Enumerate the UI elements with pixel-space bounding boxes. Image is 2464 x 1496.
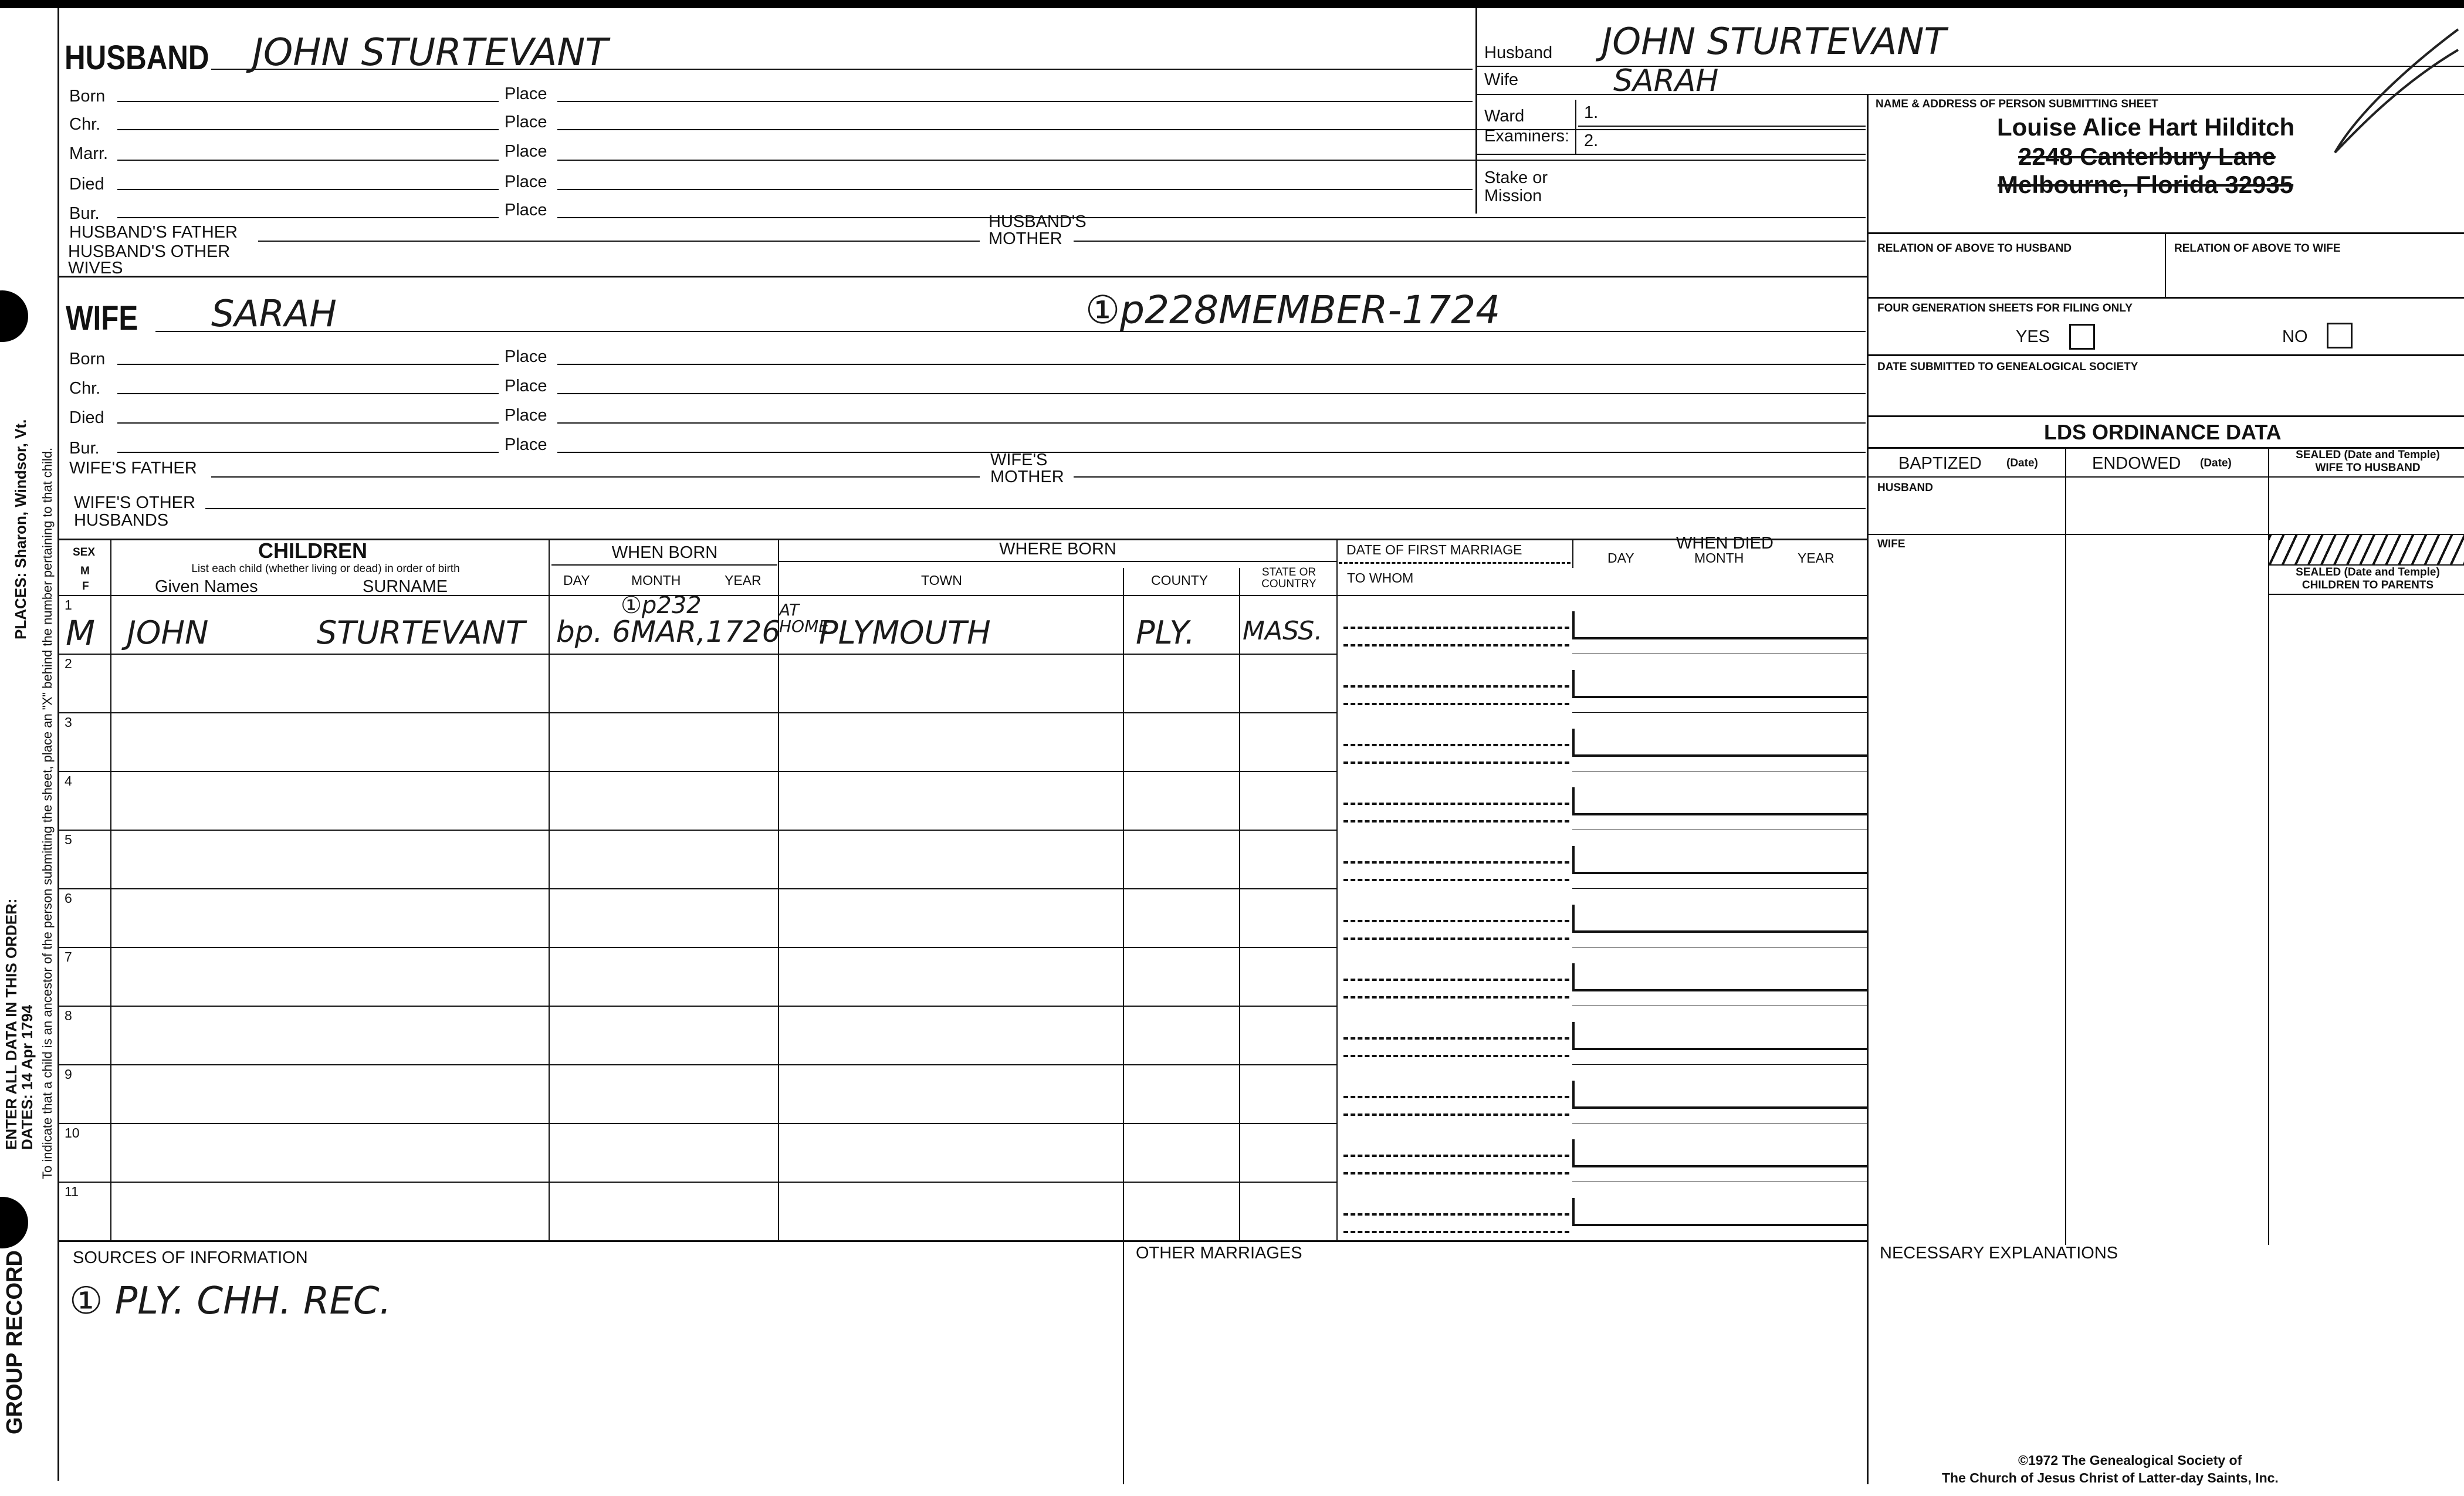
endowed-label: ENDOWED [2092, 454, 2181, 473]
examiner-1-line [1578, 126, 1866, 127]
child-1-surname: STURTEVANT [317, 614, 526, 651]
husband-died-line [117, 189, 499, 190]
child-death-field[interactable] [1572, 611, 1868, 639]
child-marriage-whom-line [1343, 1113, 1569, 1116]
child-1-born-note: ①p232 [621, 592, 702, 619]
wifes-mother-label: WIFE'S MOTHER [990, 451, 1064, 486]
husbands-mother-label: HUSBAND'S MOTHER [989, 212, 1087, 248]
lds-col-divider-1 [2065, 447, 2066, 1245]
when-died-label: WHEN DIED [1676, 534, 1773, 553]
child-row-divider [57, 888, 1338, 889]
child-marriage-date-line [1343, 1155, 1569, 1157]
yes-checkbox[interactable] [2069, 324, 2095, 350]
child-row-divider-right [1572, 1064, 1867, 1065]
child-marriage-date-line [1343, 1096, 1569, 1098]
no-label: NO [2282, 327, 2308, 346]
header-husband-label: Husband [1484, 43, 1553, 62]
divider-header-right [1475, 8, 1477, 214]
husband-died-place-line [557, 189, 1473, 190]
header-wife-line [1475, 94, 2464, 95]
child-marriage-whom-line [1343, 937, 1569, 940]
child-row-divider [57, 947, 1338, 948]
no-checkbox[interactable] [2327, 323, 2353, 348]
child-row-number: 11 [65, 1184, 79, 1199]
husband-born-place-label: Place [505, 84, 547, 103]
husband-bur-line [117, 217, 499, 218]
other-marriages-divider [1123, 1240, 1124, 1484]
died-header-divider [1572, 539, 1573, 568]
submitter-label: NAME & ADDRESS OF PERSON SUBMITTING SHEET [1876, 98, 2158, 110]
other-marriages-label: OTHER MARRIAGES [1136, 1244, 1302, 1263]
lds-row-wife: WIFE [1877, 538, 1905, 550]
wife-bur-place-label: Place [505, 435, 547, 454]
child-1-at-home: AT HOME [779, 600, 829, 636]
col-sex-right [110, 539, 111, 1240]
died-day-label: DAY [1607, 550, 1634, 566]
child-1-born: bp. 6MAR,1726 [556, 615, 781, 649]
child-death-field[interactable] [1572, 963, 1868, 991]
child-death-field[interactable] [1572, 1139, 1868, 1167]
wifes-mother-line [1074, 476, 1866, 478]
submitter-city: Melbourne, Florida 32935 [1998, 171, 2294, 198]
header-wife-value: SARAH [1613, 63, 1719, 99]
sealed-children-label-1: SEALED (Date and Temple) [2296, 566, 2440, 578]
child-marriage-whom-line [1343, 820, 1569, 823]
husband-born-place-line [557, 101, 1473, 102]
child-row-divider [57, 1064, 1338, 1065]
child-row-number: 3 [65, 715, 72, 730]
wife-name-value: SARAH [211, 292, 337, 335]
born-month-label: MONTH [631, 573, 681, 588]
child-death-field[interactable] [1572, 1198, 1868, 1226]
examiners-divider [1575, 100, 1576, 154]
child-row-divider [57, 712, 1338, 713]
wife-note: ①p228MEMBER-1724 [1085, 287, 1501, 333]
punch-hole-bottom [0, 1197, 28, 1248]
wife-chr-place-line [557, 393, 1866, 394]
child-row-divider [57, 654, 1338, 655]
col-county-right [1239, 568, 1240, 1240]
ancestor-instruction: To indicate that a child is an ancestor of the person submitting the sheet, place an "X" behind the number pertaining to that child. [40, 447, 55, 1179]
copyright-line-2: The Church of Jesus Christ of Latter-day Saints, Inc. [1942, 1470, 2279, 1485]
dates-label: DATES: 14 Apr 1794 [18, 1004, 36, 1150]
husband-born-line [117, 101, 499, 102]
child-row-number: 7 [65, 949, 72, 964]
child-row-divider [57, 1123, 1338, 1124]
state-label-1: STATE OR [1261, 566, 1316, 578]
child-death-field[interactable] [1572, 729, 1868, 757]
wife-bur-line [117, 452, 499, 453]
yes-label: YES [2016, 327, 2050, 346]
when-born-underline [551, 564, 777, 566]
wifes-other-husbands-line [205, 508, 1866, 509]
child-row-divider [57, 771, 1338, 772]
husband-marr-label: Marr. [69, 144, 109, 163]
child-marriage-date-line [1343, 1213, 1569, 1216]
child-marriage-whom-line [1343, 1172, 1569, 1175]
children-title: CHILDREN [258, 539, 367, 563]
when-born-label: WHEN BORN [611, 543, 718, 562]
child-marriage-whom-line [1343, 761, 1569, 764]
child-row-number: 10 [65, 1125, 80, 1140]
husbands-mother-line [1074, 241, 1866, 242]
sources-value: ① PLY. CHH. REC. [69, 1280, 391, 1323]
lds-row-husband: HUSBAND [1877, 482, 1933, 494]
child-row-number: 8 [65, 1008, 72, 1023]
four-gen-label: FOUR GENERATION SHEETS FOR FILING ONLY [1877, 302, 2133, 314]
child-row-number: 9 [65, 1067, 72, 1082]
child-death-field[interactable] [1572, 670, 1868, 698]
wife-bur-label: Bur. [69, 439, 100, 458]
husband-name-value: JOHN STURTEVANT [252, 31, 608, 75]
wife-born-label: Born [69, 350, 106, 368]
child-marriage-date-line [1343, 803, 1569, 805]
punch-hole-top [0, 290, 28, 342]
wifes-father-label: WIFE'S FATHER [69, 459, 197, 478]
child-death-field[interactable] [1572, 1022, 1868, 1050]
husband-marr-line [117, 160, 499, 161]
wife-died-line [117, 422, 499, 424]
necessary-explanations-label: NECESSARY EXPLANATIONS [1880, 1244, 2118, 1263]
wife-bur-place-line [557, 452, 1866, 453]
husbands-father-line [258, 241, 980, 242]
hatched-box [2269, 535, 2464, 564]
places-label: PLACES: Sharon, Windsor, Vt. [12, 419, 29, 639]
husband-bur-place-label: Place [505, 201, 547, 219]
child-marriage-whom-line [1343, 879, 1569, 881]
header-wife-label: Wife [1484, 70, 1518, 89]
date-submitted-label: DATE SUBMITTED TO GENEALOGICAL SOCIETY [1877, 361, 2138, 373]
child-marriage-whom-line [1343, 644, 1569, 647]
child-marriage-date-line [1343, 979, 1569, 981]
lds-header-bottom [1867, 476, 2464, 478]
child-row-number: 1 [65, 597, 72, 612]
sealed-children-label-2: CHILDREN TO PARENTS [2301, 579, 2434, 591]
children-header-bottom [57, 595, 1867, 596]
examiner-2-line [1475, 154, 1866, 155]
col-state-right [1336, 539, 1338, 1240]
child-marriage-whom-line [1343, 703, 1569, 705]
county-label: COUNTY [1151, 573, 1209, 588]
husbands-other-wives-label: HUSBAND'S OTHER WIVES [68, 242, 231, 277]
wife-born-place-label: Place [505, 347, 547, 366]
born-year-label: YEAR [725, 573, 761, 588]
examiner-1: 1. [1584, 103, 1599, 122]
children-table-bottom [57, 1240, 1867, 1242]
wife-chr-place-label: Place [505, 377, 547, 395]
wifes-other-husbands-label: WIFE'S OTHER HUSBANDS [74, 493, 195, 530]
child-marriage-whom-line [1343, 1055, 1569, 1057]
wife-heading: WIFE [66, 299, 138, 337]
where-born-underline [779, 561, 1336, 562]
relation-wife-label: RELATION OF ABOVE TO WIFE [2174, 242, 2341, 255]
child-1-town: PLYMOUTH [819, 614, 991, 651]
child-death-field[interactable] [1572, 787, 1868, 815]
child-marriage-date-line [1343, 685, 1569, 688]
hatched-box-bottom [2268, 564, 2464, 566]
sealed-children-bottom [2268, 594, 2464, 595]
child-marriage-date-line [1343, 861, 1569, 864]
child-row-divider [57, 1006, 1338, 1007]
group-record-label: GROUP RECORD [2, 1250, 27, 1434]
husband-chr-place-label: Place [505, 113, 547, 131]
husbands-father-label: HUSBAND'S FATHER [69, 223, 238, 242]
husband-heading: HUSBAND [65, 39, 209, 77]
wife-chr-line [117, 393, 499, 394]
top-edge [0, 0, 2464, 8]
frame-left [57, 8, 59, 1481]
header-husband-value: JOHN STURTEVANT [1602, 20, 1947, 63]
husband-bur-place-line [557, 217, 1866, 218]
lds-title: LDS ORDINANCE DATA [2044, 420, 2282, 444]
died-year-label: YEAR [1798, 550, 1835, 566]
child-row-number: 4 [65, 773, 72, 788]
child-1-sex: M [66, 613, 96, 653]
husband-chr-line [117, 129, 499, 130]
examiners-label: Examiners: [1484, 127, 1570, 145]
col-name-right [549, 539, 550, 1240]
wife-born-line [117, 364, 499, 365]
husband-section-bottom [57, 276, 1867, 277]
child-marriage-whom-line [1343, 996, 1569, 999]
husband-died-place-label: Place [505, 172, 547, 191]
date-submitted-bottom [1867, 415, 2464, 417]
sources-label: SOURCES OF INFORMATION [73, 1248, 308, 1267]
child-death-field[interactable] [1572, 846, 1868, 874]
wife-name-line [155, 331, 1866, 332]
col-town-right [1123, 568, 1124, 1240]
endowed-date-tag: (Date) [2200, 457, 2232, 469]
wife-born-place-line [557, 364, 1866, 365]
child-1-given: JOHN [127, 614, 209, 651]
four-gen-bottom [1867, 354, 2464, 356]
born-day-label: DAY [563, 573, 590, 588]
first-marriage-dash [1339, 562, 1571, 564]
child-row-divider-right [1572, 888, 1867, 889]
husband-marr-place-line [557, 160, 1866, 161]
ward-label: Ward [1484, 107, 1525, 126]
relation-husband-label: RELATION OF ABOVE TO HUSBAND [1877, 242, 2072, 255]
children-subtitle: List each child (whether living or dead) in order of birth [191, 563, 460, 575]
sex-f-label: F [82, 580, 89, 593]
husband-born-label: Born [69, 87, 106, 106]
child-row-number: 5 [65, 832, 72, 847]
sex-label: SEX [73, 546, 96, 559]
wife-died-place-line [557, 422, 1866, 424]
enter-all-data-label: ENTER ALL DATA IN THIS ORDER: [2, 898, 20, 1150]
husband-bur-label: Bur. [69, 204, 100, 223]
wife-died-label: Died [69, 408, 104, 427]
child-marriage-date-line [1343, 1037, 1569, 1040]
child-row-divider [57, 830, 1338, 831]
sealed-wife-label-1: SEALED (Date and Temple) [2296, 449, 2440, 461]
state-label-2: COUNTRY [1261, 578, 1316, 590]
given-names-label: Given Names [155, 577, 258, 596]
sex-m-label: M [80, 565, 90, 577]
baptized-label: BAPTIZED [1898, 454, 1982, 473]
child-death-field[interactable] [1572, 905, 1868, 933]
husband-chr-label: Chr. [69, 115, 101, 134]
handwritten-slash [2323, 23, 2464, 164]
child-row-number: 6 [65, 891, 72, 906]
stake-mission-label: Stake or Mission [1484, 168, 1548, 206]
child-row-divider-right [1572, 712, 1867, 713]
child-row-divider [57, 1182, 1338, 1183]
child-marriage-date-line [1343, 744, 1569, 746]
sealed-wife-label-2: WIFE TO HUSBAND [2315, 462, 2421, 474]
child-marriage-whom-line [1343, 1231, 1569, 1233]
first-marriage-label: DATE OF FIRST MARRIAGE [1346, 542, 1522, 557]
town-label: TOWN [921, 573, 962, 588]
relation-divider [2165, 232, 2166, 297]
submitter-street: 2248 Canterbury Lane [2018, 143, 2276, 170]
baptized-date-tag: (Date) [2006, 457, 2038, 469]
submitter-name: Louise Alice Hart Hilditch [1997, 113, 2295, 141]
where-born-label: WHERE BORN [999, 540, 1116, 559]
relation-bottom [1867, 297, 2464, 299]
copyright-line-1: ©1972 The Genealogical Society of [2018, 1453, 2242, 1468]
surname-label: SURNAME [363, 577, 448, 596]
died-month-label: MONTH [1694, 550, 1744, 566]
wife-chr-label: Chr. [69, 379, 101, 398]
examiner-2: 2. [1584, 131, 1599, 150]
wife-died-place-label: Place [505, 406, 547, 425]
child-1-state: MASS. [1243, 616, 1323, 646]
child-death-field[interactable] [1572, 1081, 1868, 1109]
to-whom-label: TO WHOM [1347, 570, 1414, 585]
child-row-number: 2 [65, 656, 72, 671]
husband-marr-place-label: Place [505, 142, 547, 161]
wifes-father-line [211, 476, 980, 478]
husband-died-label: Died [69, 175, 104, 194]
child-marriage-date-line [1343, 627, 1569, 629]
child-1-county: PLY. [1136, 614, 1195, 651]
husband-chr-place-line [557, 129, 1866, 130]
child-marriage-date-line [1343, 920, 1569, 922]
